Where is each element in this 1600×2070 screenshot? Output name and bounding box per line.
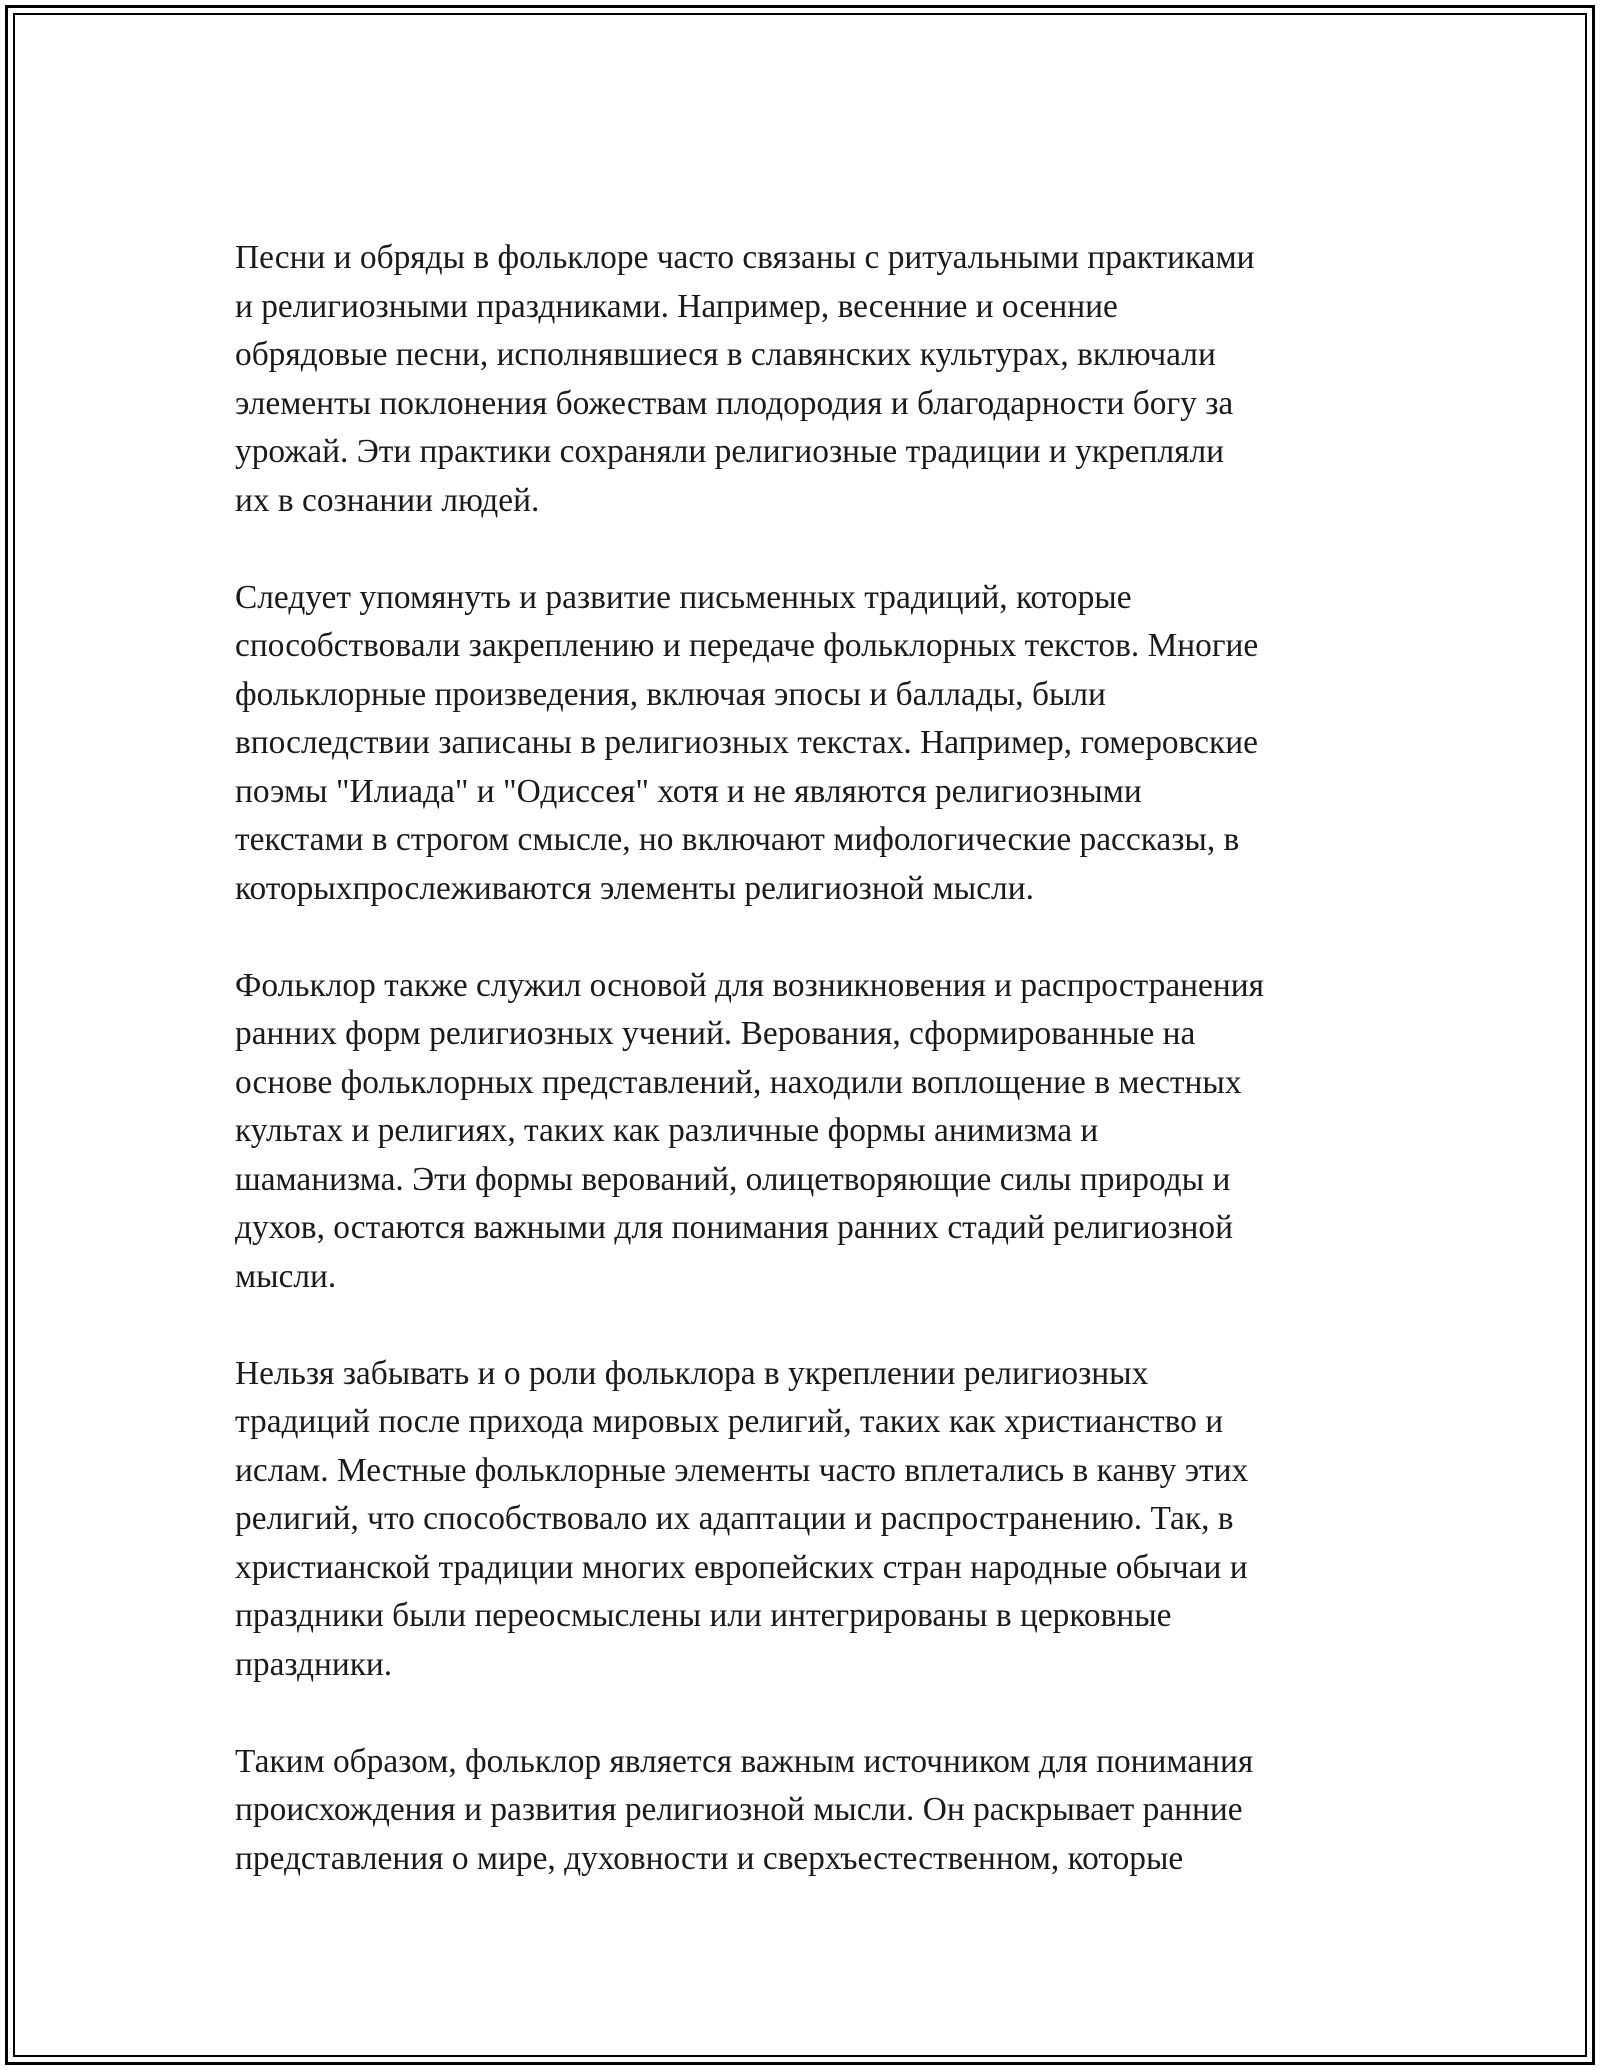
text-line: фольклорные произведения, включая эпосы и баллады, были <box>235 675 1106 713</box>
text-line: праздники. <box>235 1645 393 1683</box>
text-line: ранних форм религиозных учений. Верования, сформированные на <box>235 1015 1196 1052</box>
text-line: ислам. Местные фольклорные элементы часто вплетались в канву этих <box>235 1451 1249 1489</box>
text-line: мысли. <box>235 1257 337 1295</box>
text-line: Песни и обряды в фольклоре часто связаны с ритуальными практиками <box>235 239 1255 276</box>
paragraph-5 <box>235 1738 1375 1884</box>
text-line: религий, что способствовало их адаптации и распространению. Так, в <box>235 1500 1234 1537</box>
text-line: текстами в строгом смысле, но включают мифологические рассказы, в <box>235 821 1240 858</box>
text-line: Следует упомянуть и развитие письменных традиций, которые <box>235 578 1132 616</box>
text-line: и религиозными праздниками. Например, весенние и осенние <box>235 287 1118 325</box>
text-line: основе фольклорных представлений, находили воплощение в местных <box>235 1063 1242 1101</box>
text-line: Таким образом, фольклор является важным источником для понимания <box>235 1742 1254 1780</box>
text-line: поэмы "Илиада" и "Одиссея" хотя и не являются религиозными <box>235 772 1142 810</box>
text-line: способствовали закреплению и передаче фольклорных текстов. Многие <box>235 627 1259 664</box>
text-line: Нельзя забывать и о роли фольклора в укреплении религиозных <box>235 1354 1149 1392</box>
text-line: обрядовые песни, исполнявшиеся в славянских культурах, включали <box>235 336 1216 373</box>
text-line: Фольклор также служил основой для возникновения и распространения <box>235 966 1264 1004</box>
text-line: их в сознании людей. <box>235 481 540 519</box>
text-line: впоследствии записаны в религиозных текстах. Например, гомеровские <box>235 724 1258 761</box>
text-line: элементы поклонения божествам плодородия и благодарности богу за <box>235 384 1234 422</box>
paragraph-1 <box>235 234 1375 525</box>
text-line: происхождения и развития религиозной мысли. Он раскрывает ранние <box>235 1791 1243 1828</box>
text-line: традиций после прихода мировых религий, таких как христианство и <box>235 1403 1224 1440</box>
paragraph-4 <box>235 1350 1375 1690</box>
text-line: представления о мире, духовности и сверхъестественном, которые <box>235 1839 1184 1877</box>
text-line: которыхпрослеживаются элементы религиозной мысли. <box>235 869 1034 907</box>
text-line: духов, остаются важными для понимания ранних стадий религиозной <box>235 1209 1233 1246</box>
paragraph-2 <box>235 574 1375 914</box>
text-line: урожай. Эти практики сохраняли религиозные традиции и укрепляли <box>235 433 1225 470</box>
text-line: шаманизма. Эти формы верований, олицетворяющие силы природы и <box>235 1160 1231 1198</box>
text-line: праздники были переосмыслены или интегрированы в церковные <box>235 1597 1172 1634</box>
text-line: культах и религиях, таких как различные формы анимизма и <box>235 1112 1099 1149</box>
document-body <box>235 234 1375 1932</box>
text-line: христианской традиции многих европейских стран народные обычаи и <box>235 1548 1248 1586</box>
paragraph-3 <box>235 962 1375 1302</box>
